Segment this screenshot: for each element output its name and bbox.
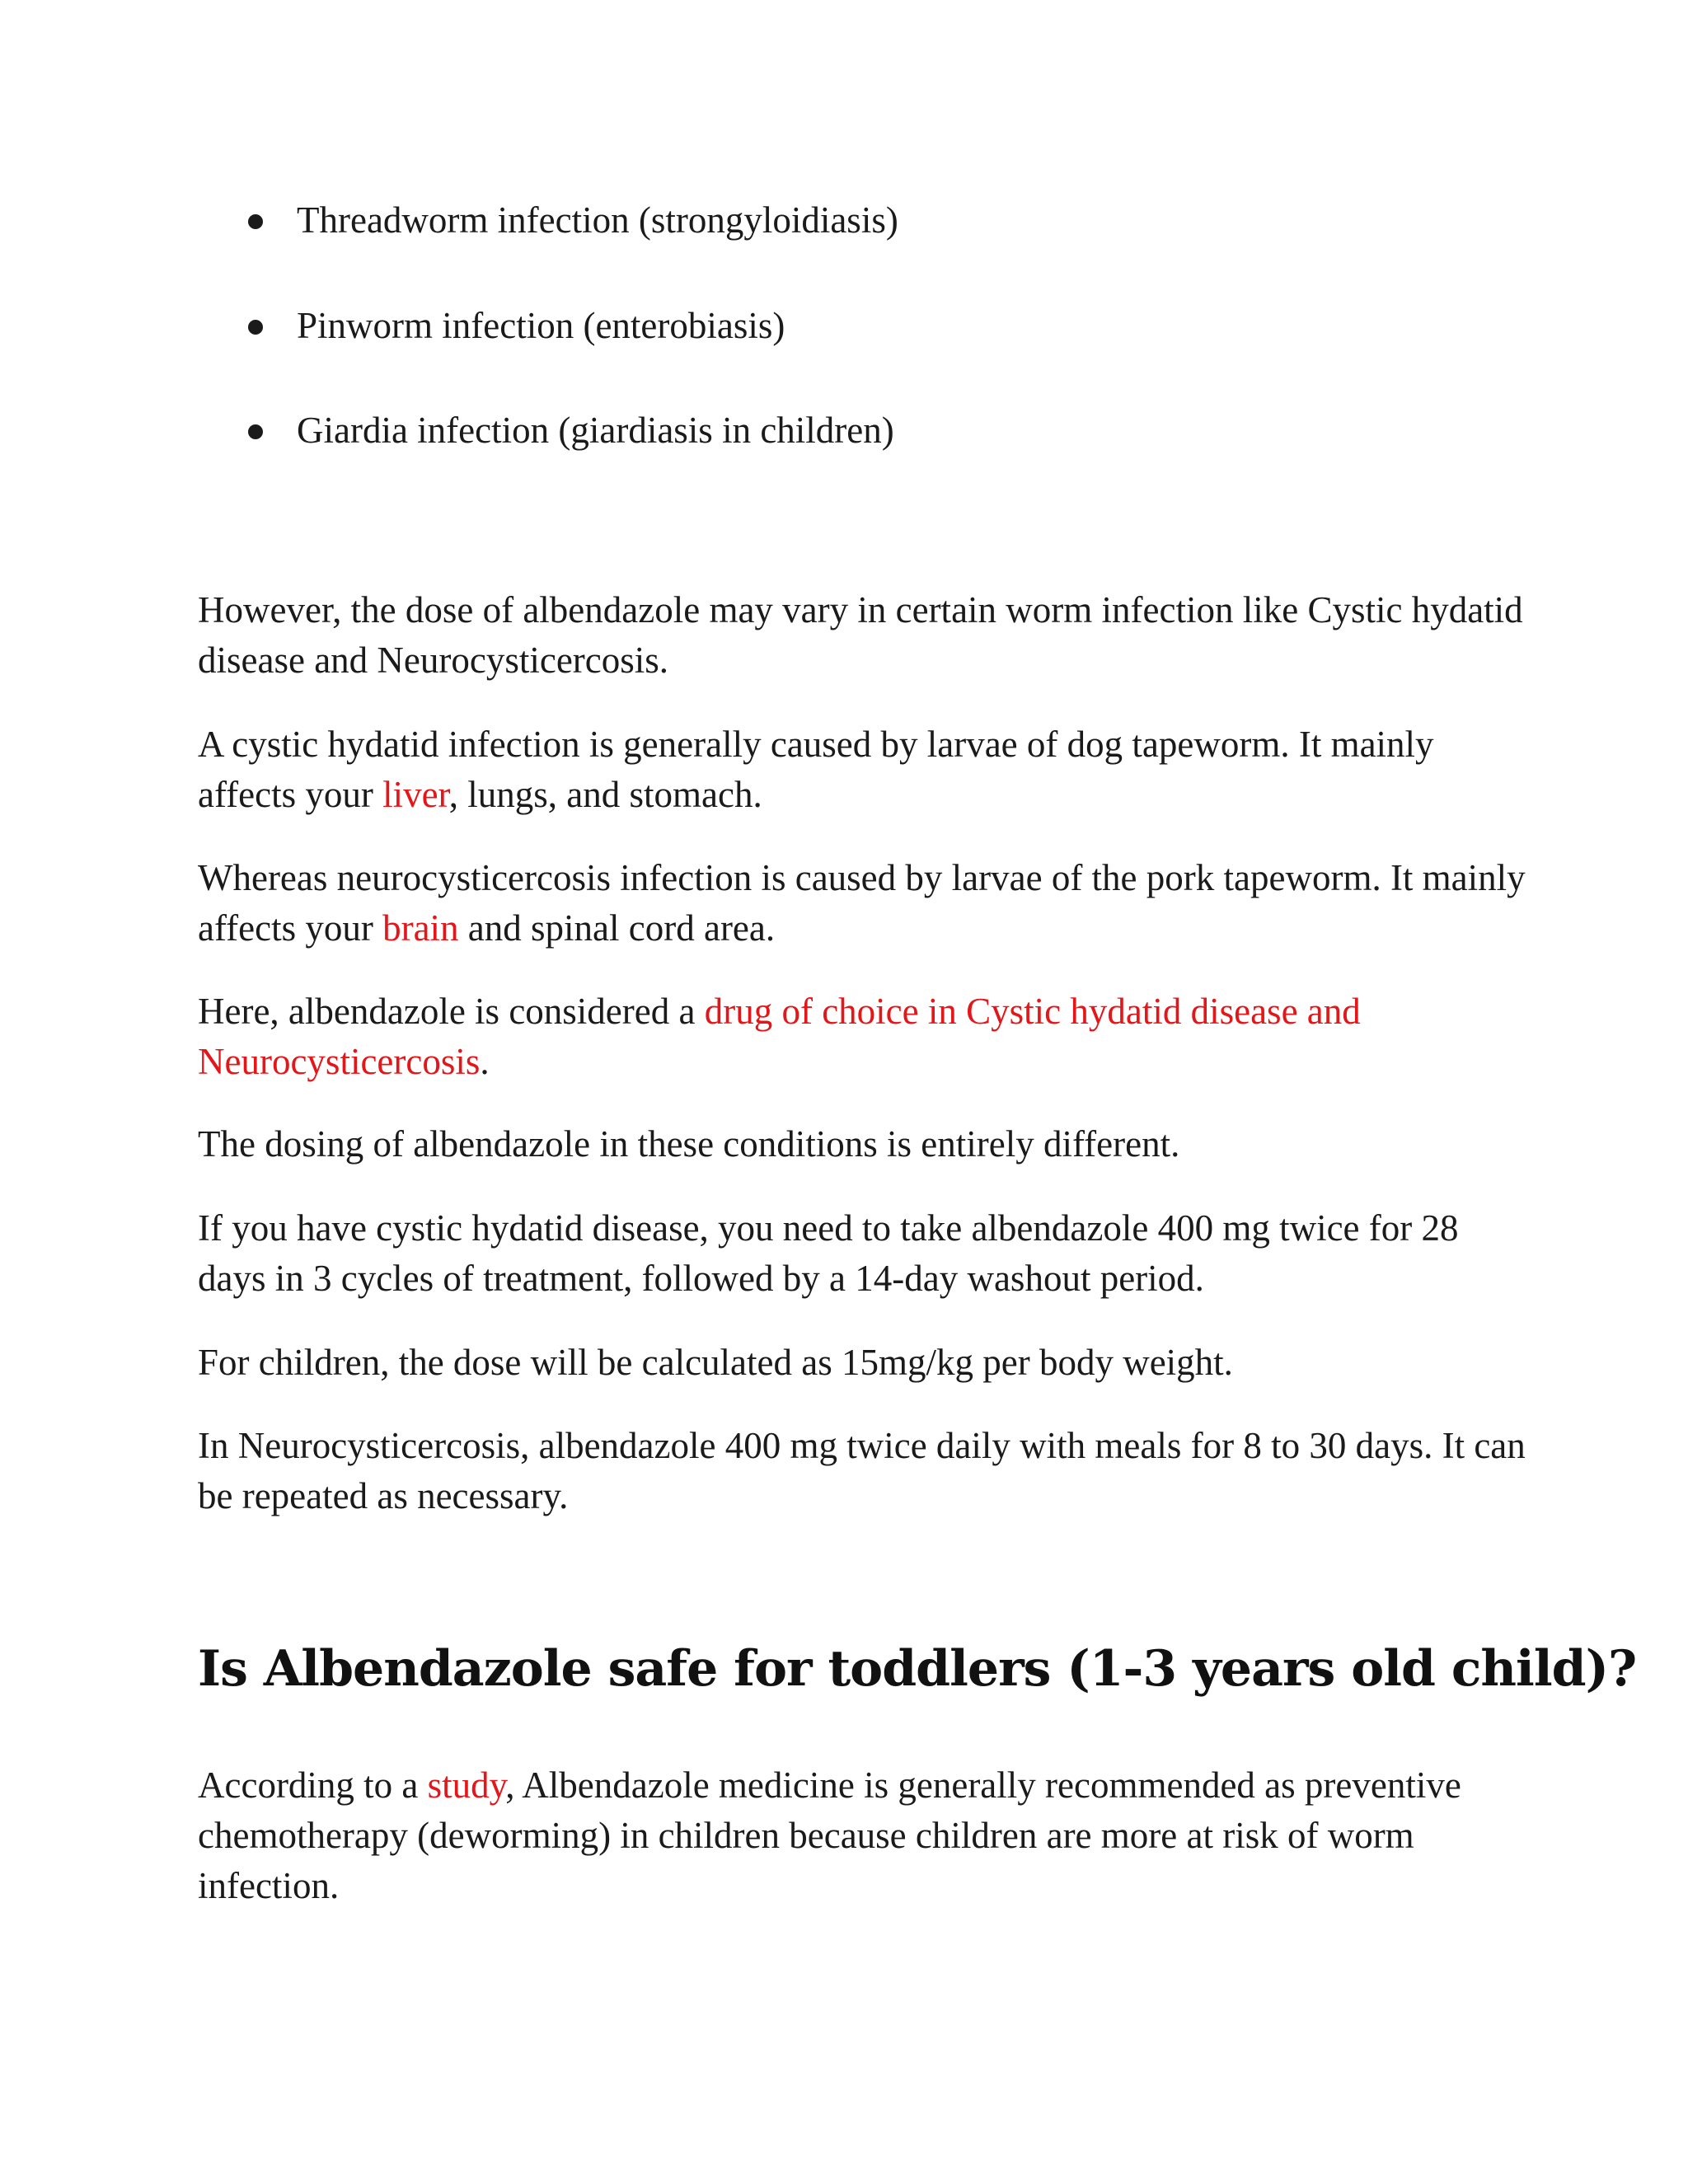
paragraph-drug-of-choice — [198, 987, 1533, 1087]
paragraph-text-after: , Albendazole medicine is generally recommended as preventive chemotherapy (deworming) in children because children are more at risk of worm infection. — [198, 1765, 1461, 1906]
paragraph-text-before: Whereas neurocysticercosis infection is caused by larvae of the pork tapeworm. It mainly affects your — [198, 857, 1526, 949]
paragraph-text: If you have cystic hydatid disease, you need to take albendazole 400 mg twice for 28 days in 3 cycles of treatment, followed by a 14-day washout period. — [198, 1207, 1459, 1299]
paragraph-hydatid-dose — [198, 1203, 1533, 1304]
paragraph-neurocysticercosis-dose — [198, 1421, 1533, 1521]
paragraph-text: However, the dose of albendazole may vary in certain worm infection like Cystic hydatid disease and Neurocysticercosis. — [198, 589, 1523, 681]
paragraph-text-before: Here, albendazole is considered a — [198, 991, 705, 1032]
bullet-text: Giardia infection (giardiasis in children) — [297, 410, 894, 451]
bullet-dot-icon — [248, 424, 263, 439]
paragraph-neurocysticercosis — [198, 853, 1533, 954]
paragraph-text-after: . — [480, 1041, 490, 1082]
bullet-text: Pinworm infection (enterobiasis) — [297, 305, 785, 346]
paragraph-text: The dosing of albendazole in these conditions is entirely different. — [198, 1123, 1180, 1165]
bullet-dot-icon — [248, 214, 263, 229]
paragraph-study — [198, 1760, 1533, 1911]
paragraph-dosing-different — [198, 1119, 1533, 1169]
paragraph-text-after: , lungs, and stomach. — [448, 774, 762, 815]
paragraph-text: In Neurocysticercosis, albendazole 400 mg twice daily with meals for 8 to 30 days. It can be repeated as necessary. — [198, 1425, 1526, 1516]
study-link[interactable]: study — [427, 1765, 506, 1806]
paragraph-children-dose — [198, 1338, 1533, 1388]
liver-link[interactable]: liver — [382, 774, 449, 815]
drug-of-choice-link[interactable]: drug of choice in Cystic hydatid disease and Neurocysticercosis — [198, 991, 1361, 1082]
bullet-dot-icon — [248, 320, 263, 335]
paragraph-text-before: According to a — [198, 1765, 428, 1806]
paragraph-text-before: A cystic hydatid infection is generally caused by larvae of dog tapeworm. It mainly affects your — [198, 724, 1434, 815]
paragraph-text: For children, the dose will be calculated as 15mg/kg per body weight. — [198, 1342, 1233, 1383]
paragraph-text-after: and spinal cord area. — [458, 907, 776, 949]
paragraph-dose-variation — [198, 585, 1533, 686]
bullet-text: Threadworm infection (strongyloidiasis) — [297, 199, 898, 241]
section-heading: Is Albendazole safe for toddlers (1-3 years old child)? — [198, 1640, 1637, 1698]
brain-link[interactable]: brain — [382, 907, 459, 949]
paragraph-cystic-hydatid — [198, 719, 1533, 820]
